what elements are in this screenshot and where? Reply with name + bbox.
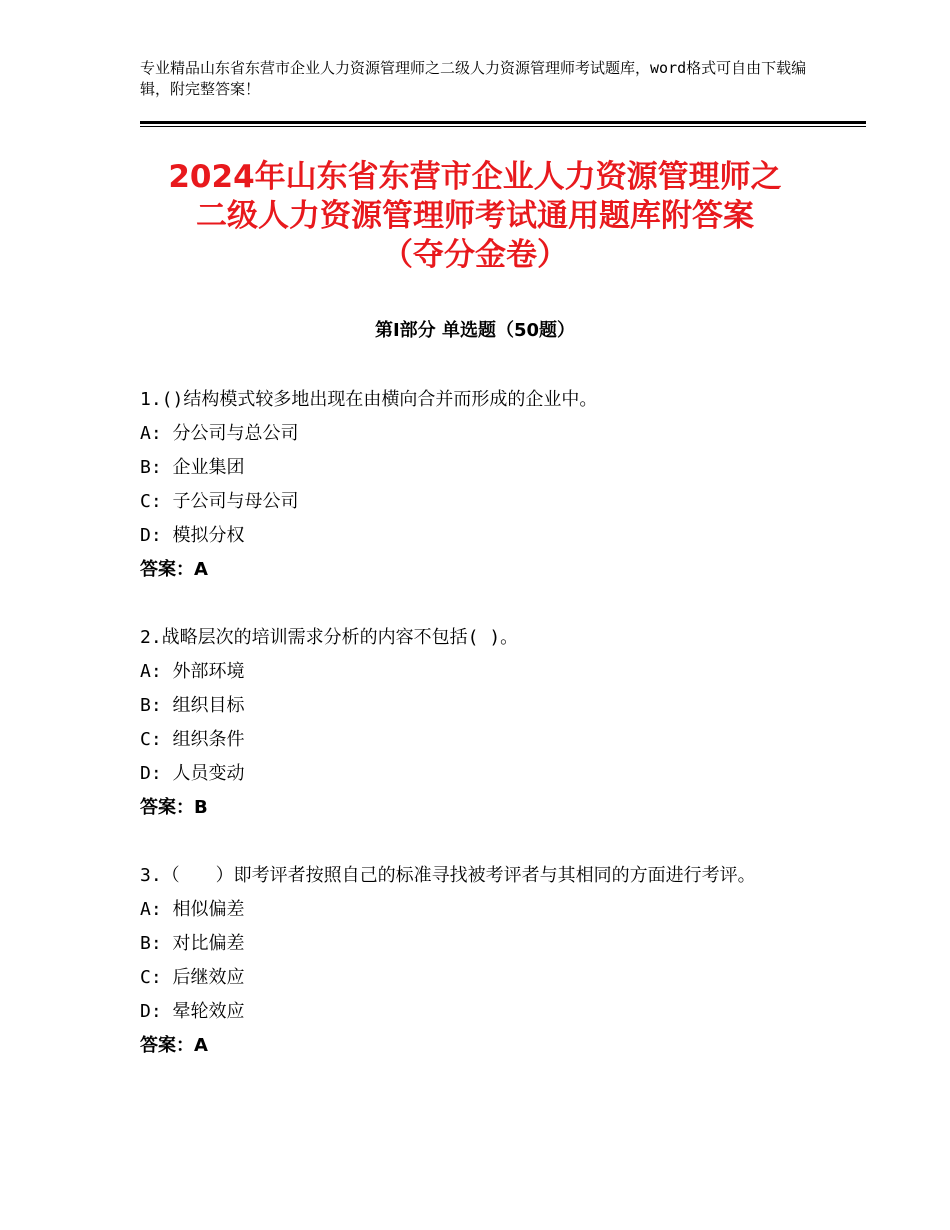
document-title — [120, 158, 830, 275]
option-b: B: 对比偏差 — [140, 933, 245, 954]
option-a: A: 外部环境 — [140, 661, 245, 682]
question-3 — [140, 859, 820, 1063]
header-note: 专业精品山东省东营市企业人力资源管理师之二级人力资源管理师考试题库，word格式可自由下载编辑，附完整答案！ — [140, 59, 807, 98]
question-2 — [140, 621, 820, 825]
title-line-3: （夺分金卷） — [382, 237, 568, 273]
option-c: C: 子公司与母公司 — [140, 491, 299, 512]
header-rule-thin — [140, 126, 866, 127]
answer-label: 答案：A — [140, 1035, 208, 1056]
question-stem: 2.战略层次的培训需求分析的内容不包括( )。 — [140, 627, 519, 648]
option-a: A: 相似偏差 — [140, 899, 245, 920]
option-d: D: 晕轮效应 — [140, 1001, 245, 1022]
section-heading: 第Ⅰ部分 单选题（50题） — [374, 320, 575, 341]
question-stem: 3.（ ）即考评者按照自己的标准寻找被考评者与其相同的方面进行考评。 — [140, 865, 756, 886]
option-a: A: 分公司与总公司 — [140, 423, 299, 444]
option-d: D: 模拟分权 — [140, 525, 245, 546]
option-c: C: 后继效应 — [140, 967, 245, 988]
option-d: D: 人员变动 — [140, 763, 245, 784]
header-rule-thick — [140, 121, 866, 124]
option-c: C: 组织条件 — [140, 729, 245, 750]
answer-label: 答案：A — [140, 559, 208, 580]
question-list — [140, 383, 820, 1097]
option-b: B: 组织目标 — [140, 695, 245, 716]
title-line-1: 2024年山东省东营市企业人力资源管理师之 — [168, 159, 782, 195]
question-stem: 1.()结构模式较多地出现在由横向合并而形成的企业中。 — [140, 389, 598, 410]
question-1 — [140, 383, 820, 587]
title-line-2: 二级人力资源管理师考试通用题库附答案 — [196, 198, 754, 234]
option-b: B: 企业集团 — [140, 457, 245, 478]
answer-label: 答案：B — [140, 797, 208, 818]
